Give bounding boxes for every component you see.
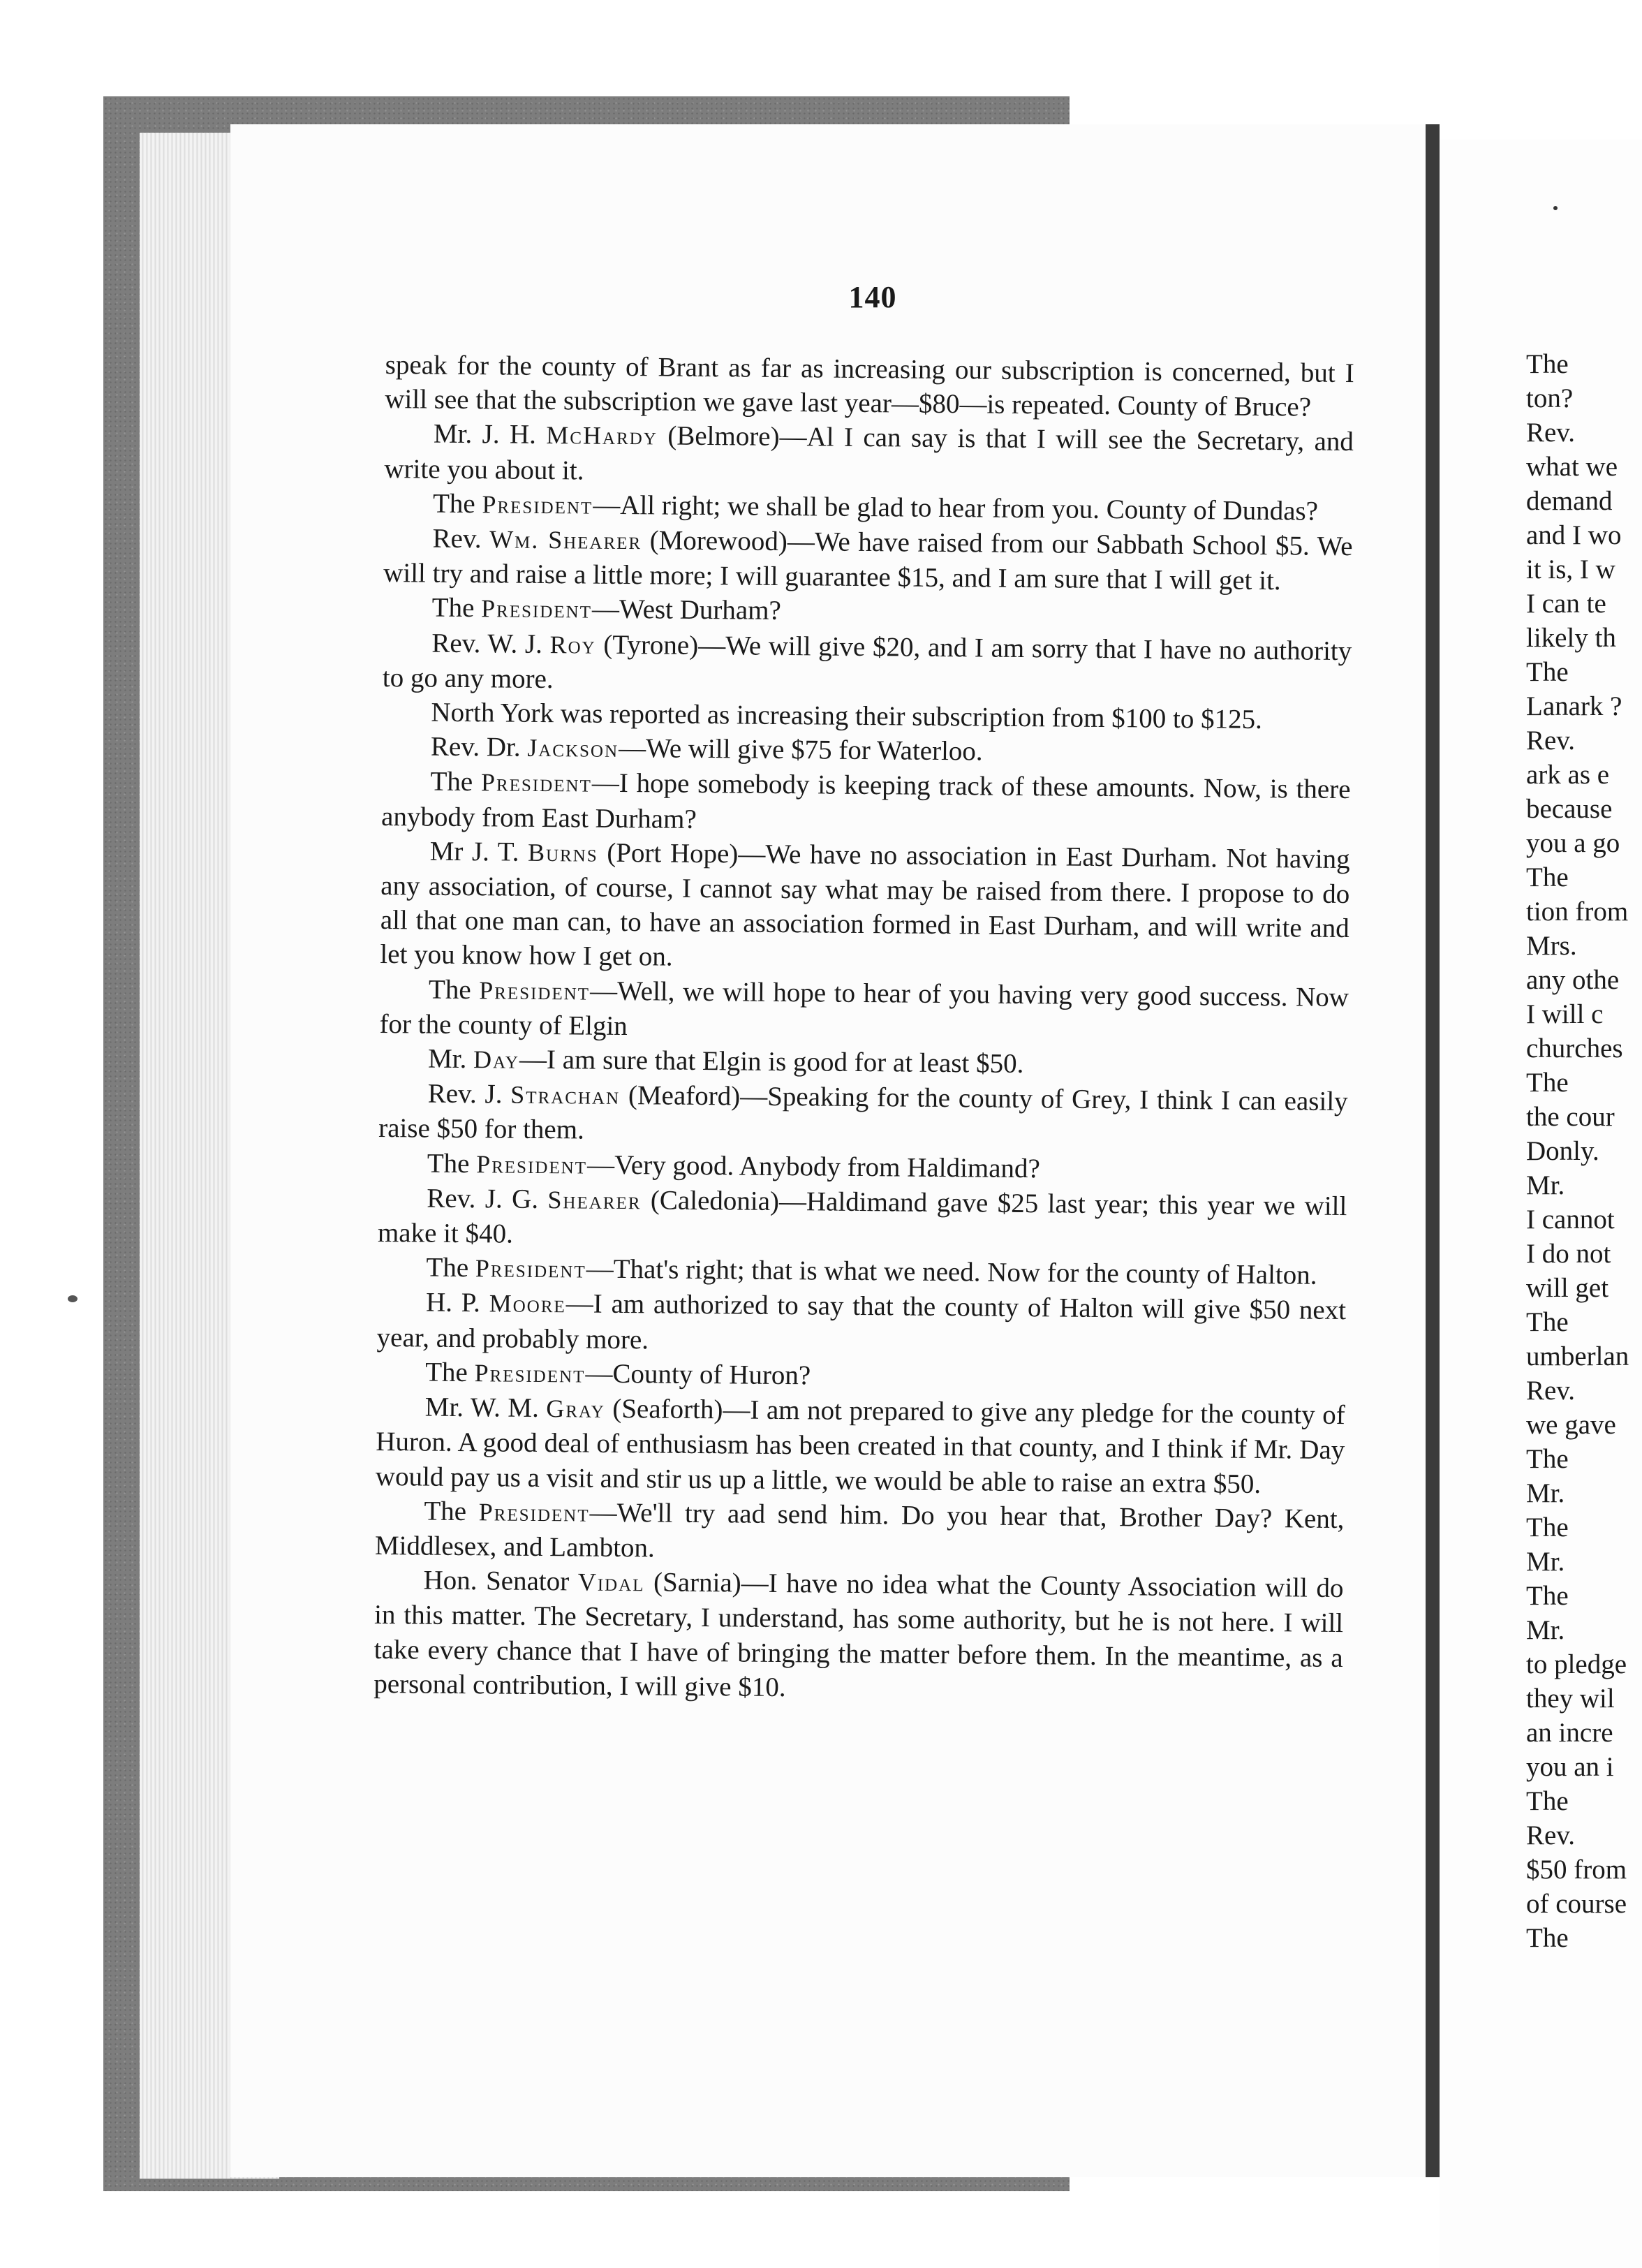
speaker-name: Strachan	[510, 1080, 621, 1110]
paragraph-text: (Seaforth)—I am not prepared to give any pledge for the county of Huron. A good deal of enthusiasm has been created in that county, and I think if Mr. Day would pay us a visit and stir us up a little, we would be able to raise an extra $50.	[375, 1393, 1345, 1499]
paragraph	[384, 416, 1354, 494]
speaker-name: President	[478, 1497, 590, 1527]
speaker-name: President	[479, 975, 591, 1006]
paragraph-text: North York was reported as increasing their subscription from $100 to $125.	[431, 697, 1262, 735]
facing-page-text	[1526, 347, 1642, 1955]
paragraph-text: Rev. Dr.	[430, 731, 528, 763]
speaker-name: Moore	[489, 1289, 566, 1318]
facing-page-line: ark as e	[1526, 760, 1610, 790]
speaker-name: President	[475, 1254, 586, 1283]
speaker-name: President	[482, 490, 593, 520]
speaker-name: President	[480, 768, 593, 798]
ink-speck	[1553, 206, 1558, 210]
paragraph-text: The	[432, 488, 482, 520]
paragraph-text: Mr.	[427, 1043, 474, 1075]
paragraph-text: The	[427, 1148, 477, 1179]
facing-page-line: I will c	[1526, 999, 1604, 1029]
paragraph-text: Rev. J.	[427, 1078, 511, 1110]
facing-page-line: Rev.	[1526, 1376, 1576, 1406]
paragraph	[378, 1181, 1347, 1259]
paragraph-text: The	[430, 767, 482, 797]
facing-page-line: Mr.	[1526, 1170, 1565, 1200]
facing-page-line: Mr.	[1526, 1478, 1565, 1508]
page-number: 140	[848, 280, 897, 314]
facing-page-line: will get	[1526, 1273, 1609, 1303]
paragraph-text: The	[426, 1252, 476, 1283]
paragraph	[376, 1390, 1345, 1502]
paragraph-text: speak for the county of Brant as far as increasing our subscription is concerned, but I will see that the subscription we gave last year—$80—is repeated. County of Bruce?	[385, 349, 1354, 422]
facing-page-line: The	[1526, 349, 1569, 379]
speaker-name: President	[474, 1359, 586, 1388]
speaker-name: President	[476, 1149, 588, 1179]
facing-page-line: demand	[1526, 486, 1613, 516]
speaker-name: Jackson	[527, 734, 619, 763]
facing-page-line: of course	[1526, 1889, 1627, 1919]
speaker-name: President	[480, 594, 593, 624]
facing-page-line: The	[1526, 1444, 1569, 1474]
facing-page-line: Rev.	[1526, 726, 1576, 756]
facing-page-line: it is, I w	[1526, 554, 1615, 584]
paragraph-text: Rev. W. J.	[431, 628, 550, 659]
paragraph	[379, 972, 1349, 1050]
paragraph-text: (Belmore)—Al I can say is that I will see the Secretary, and write you about it.	[384, 420, 1354, 486]
speaker-name: McHardy	[546, 421, 658, 450]
paragraph-text: —Very good. Anybody from Haldimand?	[586, 1149, 1041, 1184]
facing-page-line: Rev.	[1526, 418, 1576, 448]
facing-page-line: and I wo	[1526, 520, 1622, 550]
book-gutter	[1426, 124, 1440, 2177]
facing-page-line: Mr.	[1526, 1615, 1565, 1645]
facing-page-line: I can te	[1526, 589, 1606, 619]
facing-page-line: they wil	[1526, 1684, 1615, 1714]
facing-page-line: we gave	[1526, 1410, 1616, 1440]
paragraph-text: (Morewood)—We have raised from our Sabbath School $5. We will try and raise a little more; I will guarantee $15, and I am sure that I will get it.	[383, 525, 1353, 596]
speaker-name: Shearer	[547, 1185, 642, 1215]
paragraph-text: (Meaford)—Speaking for the county of Grey, I think I can easily raise $50 for them.	[378, 1080, 1348, 1145]
paragraph-text: Rev. J. G.	[427, 1183, 548, 1214]
facing-page-line: ton?	[1526, 383, 1574, 413]
facing-page-line: The	[1526, 1581, 1569, 1611]
paragraph	[385, 348, 1354, 425]
paragraph	[375, 1494, 1345, 1572]
paragraph-text: (Tyrone)—We will give $20, and I am sorry that I have no authority to go any more.	[382, 629, 1352, 694]
paragraph-text: (Caledonia)—Haldimand gave $25 last year; this year we will make it $40.	[377, 1185, 1347, 1249]
paragraph-text: H. P.	[425, 1288, 489, 1318]
speaker-name: Day	[473, 1045, 520, 1074]
paragraph-text: —I hope somebody is keeping track of these amounts. Now, is there anybody from East Durham?	[380, 768, 1351, 834]
facing-page-line: The	[1526, 862, 1569, 892]
paragraph	[383, 626, 1352, 704]
facing-page-line: Donly.	[1526, 1136, 1599, 1166]
facing-page-line: Mrs.	[1526, 931, 1577, 961]
paragraph-text: The	[424, 1496, 479, 1526]
facing-page-line: any othe	[1526, 965, 1620, 995]
facing-page-line: Mr.	[1526, 1547, 1565, 1577]
paragraph	[380, 834, 1350, 980]
facing-page-line: you a go	[1526, 828, 1620, 858]
paragraph-text: (Sarnia)—I have no idea what the County Association will do in this matter. The Secretary, I understand, has some authority, but he is not here. I will take every chance that I have of bringing the matter before them. In the meantime, as a personal contribution, I will give $10.	[373, 1567, 1344, 1702]
facing-page-line: to pledge	[1526, 1649, 1627, 1679]
facing-page-line: The	[1526, 1307, 1569, 1337]
paragraph-text: —All right; we shall be glad to hear from you. County of Dundas?	[593, 489, 1319, 526]
paragraph-text: —I am authorized to say that the county of Halton will give $50 next year, and probably more.	[376, 1288, 1347, 1355]
speaker-name: Wm. Shearer	[489, 525, 642, 555]
facing-page-line: you an i	[1526, 1752, 1614, 1782]
paragraph-text: Mr J. T.	[429, 836, 528, 867]
facing-page-line: umberlan	[1526, 1341, 1629, 1371]
facing-page-line: an incre	[1526, 1718, 1613, 1748]
paragraph-text: —West Durham?	[591, 594, 782, 626]
facing-page-line: The	[1526, 1068, 1569, 1098]
facing-page-line: the cour	[1526, 1102, 1615, 1132]
paragraph-text: —Well, we will hope to hear of you having very good success. Now for the county of Elgin	[379, 975, 1349, 1041]
paragraph-text: Hon. Senator	[423, 1565, 579, 1597]
facing-page-line: I cannot	[1526, 1205, 1615, 1235]
facing-page-line: I do not	[1526, 1239, 1611, 1269]
facing-page-line: churches	[1526, 1033, 1623, 1063]
paragraph-text: Rev.	[432, 523, 490, 554]
ink-speck	[68, 1295, 77, 1302]
paragraph	[383, 521, 1353, 599]
paragraph	[376, 1285, 1346, 1363]
paragraph-text: Mr. J. H.	[433, 419, 547, 450]
paragraph-text: —County of Huron?	[585, 1358, 811, 1391]
facing-page-line: $50 from	[1526, 1855, 1627, 1885]
paragraph-text: The	[425, 1357, 475, 1388]
paragraph-text: —We will give $75 for Waterloo.	[618, 733, 983, 767]
speaker-name: Burns	[527, 838, 598, 867]
facing-page-line: what we	[1526, 452, 1618, 482]
facing-page-line: because	[1526, 794, 1613, 824]
facing-page-line: The	[1526, 1512, 1569, 1542]
paragraph	[381, 764, 1351, 842]
facing-page-line: likely th	[1526, 623, 1616, 653]
facing-page-line: Rev.	[1526, 1820, 1576, 1850]
paragraph-text: The	[428, 974, 480, 1005]
paragraph-text: —That's right; that is what we need. Now for the county of Halton.	[586, 1253, 1317, 1290]
paragraph	[373, 1563, 1344, 1709]
page-body-text	[373, 348, 1354, 1709]
paragraph-text: Mr. W. M.	[424, 1392, 547, 1424]
paragraph-text: —We'll try aad send him. Do you hear that, Brother Day? Kent, Middlesex, and Lambton.	[374, 1497, 1345, 1563]
facing-page-line: tion from	[1526, 897, 1629, 927]
paragraph-text: (Port Hope)—We have no association in East Durham. Not having any association, of course, I cannot say what may be raised from there. I propose to do all that one man can, to have an association formed in East Durham, and will write and let you know how I get on.	[380, 837, 1350, 973]
facing-page-line: Lanark ?	[1526, 691, 1622, 721]
paragraph-text: —I am sure that Elgin is good for at least $50.	[519, 1044, 1024, 1080]
facing-page-line: The	[1526, 1923, 1569, 1953]
speaker-name: Vidal	[577, 1568, 645, 1597]
paragraph	[378, 1076, 1348, 1154]
facing-page-line: The	[1526, 657, 1569, 687]
facing-page-line: The	[1526, 1786, 1569, 1816]
paragraph-text: The	[431, 593, 482, 624]
speaker-name: Roy	[549, 630, 596, 659]
speaker-name: Gray	[546, 1394, 606, 1423]
